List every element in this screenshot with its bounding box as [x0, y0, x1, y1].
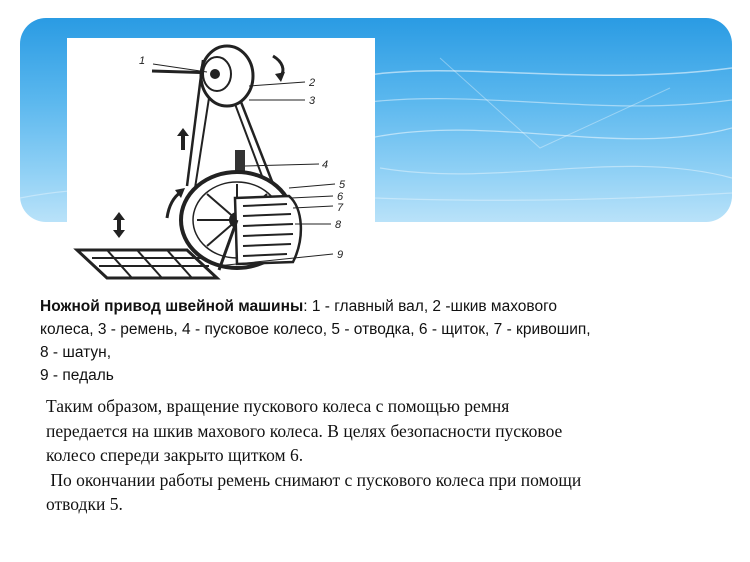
figure-label-9: 9 — [337, 249, 344, 261]
figure-label-6: 6 — [337, 191, 344, 203]
caption-line-1-rest: : 1 - главный вал, 2 -шкив махового — [303, 298, 558, 315]
caption-title: Ножной привод швейной машины — [40, 298, 304, 315]
caption-line-3: 8 - шатун, — [40, 344, 111, 361]
figure-caption — [40, 295, 730, 387]
figure-label-2: 2 — [309, 77, 316, 89]
figure-label-3: 3 — [309, 95, 316, 107]
caption-line-4: 9 - педаль — [40, 367, 114, 384]
body-line-5: отводки 5. — [46, 494, 123, 514]
figure-label-4: 4 — [322, 159, 329, 171]
figure-label-8: 8 — [335, 219, 342, 231]
figure-label-1: 1 — [139, 55, 146, 67]
body-line-1: Таким образом, вращение пускового колеса с помощью ремня — [46, 396, 510, 416]
sewing-machine-drive-diagram — [67, 38, 375, 288]
body-line-3: колесо спереди закрыто щитком 6. — [46, 445, 304, 465]
caption-line-2: колеса, 3 - ремень, 4 - пусковое колесо, 5 - отводка, 6 - щиток, 7 - кривошип, — [40, 321, 591, 338]
body-line-2: передается на шкив махового колеса. В целях безопасности пусковое — [46, 420, 563, 441]
caption-line-1 — [40, 295, 730, 318]
explanation-text — [46, 394, 726, 517]
figure-label-7: 7 — [337, 202, 344, 214]
body-line-4: По окончании работы ремень снимают с пускового колеса при помощи — [46, 469, 582, 490]
figure-label-5: 5 — [339, 179, 346, 191]
